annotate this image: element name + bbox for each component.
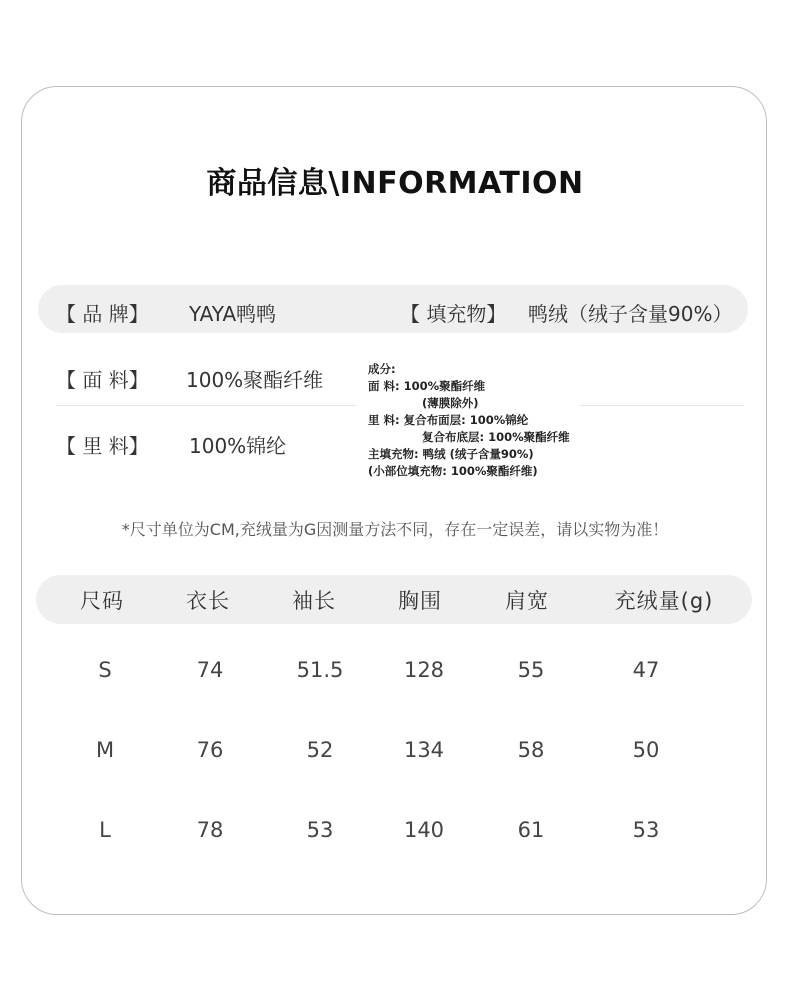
table-cell: 58	[517, 738, 545, 762]
filling-label: 【 填充物】	[400, 302, 507, 326]
table-cell: 76	[196, 738, 224, 762]
table-cell: 52	[306, 738, 334, 762]
table-cell: 53	[306, 818, 334, 842]
table-cell: 128	[403, 658, 445, 682]
table-cell: 134	[403, 738, 445, 762]
table-cell: 78	[196, 818, 224, 842]
page-title: 商品信息\INFORMATION	[206, 166, 584, 201]
composition-line: 里 料: 复合布面层: 100%锦纶	[368, 413, 529, 427]
composition-line: 成分:	[368, 362, 396, 376]
row-divider-right	[580, 405, 744, 406]
header-length: 衣长	[186, 589, 230, 613]
lining-label: 【 里 料】	[56, 434, 149, 458]
table-cell: L	[99, 818, 111, 842]
brand-value: YAYA鸭鸭	[189, 302, 277, 326]
brand-label: 【 品 牌】	[56, 302, 149, 326]
table-cell: 53	[632, 818, 660, 842]
table-cell: 50	[632, 738, 660, 762]
table-cell: 47	[632, 658, 660, 682]
measurement-note: *尺寸单位为CM,充绒量为G因测量方法不同，存在一定误差，请以实物为准！	[121, 520, 669, 539]
filling-value: 鸭绒（绒子含量90%）	[528, 302, 733, 326]
fabric-value: 100%聚酯纤维	[186, 368, 324, 392]
table-cell: S	[98, 658, 112, 682]
row-divider-left	[56, 405, 356, 406]
table-cell: 61	[517, 818, 545, 842]
table-cell: M	[95, 738, 115, 762]
info-card	[21, 86, 767, 915]
table-cell: 74	[196, 658, 224, 682]
composition-line: 复合布底层: 100%聚酯纤维	[422, 430, 570, 444]
composition-line: (小部位填充物: 100%聚酯纤维)	[368, 464, 538, 478]
header-sleeve: 袖长	[292, 589, 336, 613]
header-shoulder: 肩宽	[505, 589, 549, 613]
fabric-label: 【 面 料】	[56, 368, 149, 392]
table-cell: 55	[517, 658, 545, 682]
composition-line: (薄膜除外)	[422, 396, 479, 410]
table-cell: 140	[403, 818, 445, 842]
header-size: 尺码	[80, 589, 124, 613]
composition-tag	[368, 361, 598, 480]
header-chest: 胸围	[398, 589, 442, 613]
table-cell: 51.5	[296, 658, 344, 682]
lining-value: 100%锦纶	[189, 434, 287, 458]
composition-line: 面 料: 100%聚酯纤维	[368, 379, 486, 393]
composition-line: 主填充物: 鸭绒 (绒子含量90%)	[368, 447, 534, 461]
header-down-fill: 充绒量(g)	[614, 589, 714, 613]
